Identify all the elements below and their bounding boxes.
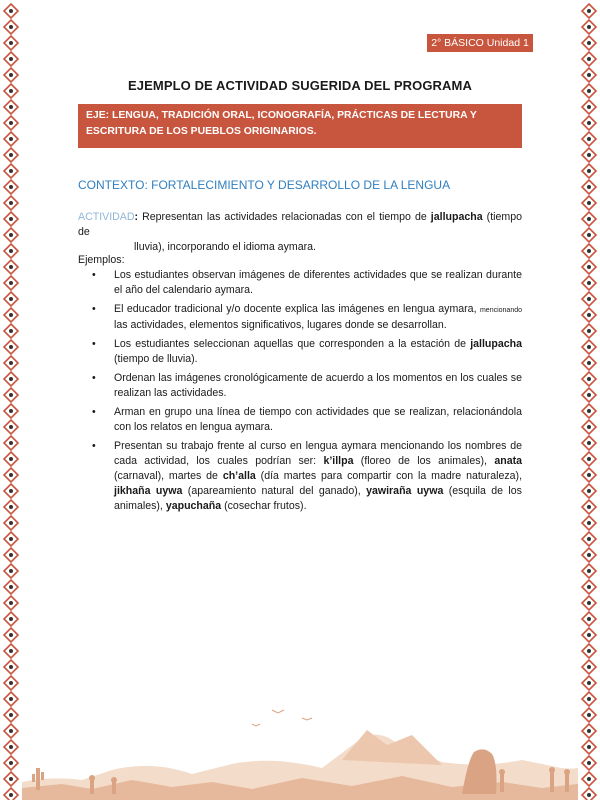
contexto-heading: CONTEXTO: FORTALECIMIENTO Y DESARROLLO DE LA LENGUA [78,178,451,192]
border-dot [587,745,591,749]
grade-unit-badge: 2° BÁSICO Unidad 1 [427,34,533,52]
border-dot [9,137,13,141]
item-text: (tiempo de lluvia). [114,353,198,365]
border-dot [587,41,591,45]
landscape-illustration [22,690,578,800]
border-dot [9,505,13,509]
item-bold: jikhaña uywa [114,485,183,497]
border-dot [587,761,591,765]
actividad-colon: : [134,211,139,223]
decorative-border-left [2,0,20,800]
item-bold: ch’alla [222,470,256,482]
border-dot [9,441,13,445]
border-dot [9,377,13,381]
bullet-icon: • [92,303,96,315]
border-dot [9,329,13,333]
decorative-border-right [580,0,598,800]
ejemplos-label: Ejemplos: [78,254,125,266]
border-dot [587,681,591,685]
border-dot [587,57,591,61]
border-dot [9,713,13,717]
border-dot [587,201,591,205]
border-dot [587,553,591,557]
border-dot [587,217,591,221]
border-dot [9,393,13,397]
list-item [78,337,522,367]
border-dot [9,761,13,765]
border-dot [587,393,591,397]
bullet-icon: • [92,372,96,384]
actividad-text-1: Representan las actividades relacionadas con el tiempo de [138,211,431,223]
item-text: Presentan su trabajo frente al curso en lengua aymara mencionando los nombres de cada actividad, los cuales podrían ser: [114,440,522,467]
border-dot [587,345,591,349]
border-dot [587,73,591,77]
border-dot [587,265,591,269]
border-dot [587,153,591,157]
list-item [78,371,522,401]
bullet-icon: • [92,269,96,281]
border-dot [9,665,13,669]
item-bold: anata [494,455,523,467]
border-dot [9,265,13,269]
border-dot [587,361,591,365]
border-dot [9,537,13,541]
ejemplos-list [78,268,522,518]
border-dot [9,57,13,61]
border-dot [587,601,591,605]
border-dot [587,409,591,413]
border-dot [587,185,591,189]
border-dot [587,121,591,125]
border-dot [587,793,591,797]
item-text: (día martes para compartir con la madre naturaleza), [255,470,523,482]
border-dot [9,601,13,605]
item-bold: yapuchaña [165,500,222,512]
border-dot [587,777,591,781]
border-dot [9,745,13,749]
border-dot [9,793,13,797]
item-text: Ordenan las imágenes cronológicamente de acuerdo a los momentos en los cuales se realizan las actividades. [114,372,522,399]
border-dot [587,233,591,237]
bullet-icon: • [92,406,96,418]
border-dot [9,729,13,733]
border-dot [587,489,591,493]
item-bold: k’illpa [323,455,354,467]
border-dot [9,681,13,685]
border-dot [9,585,13,589]
item-text: Arman en grupo una línea de tiempo con actividades que se realizan, relacionándola con los relatos en lengua aymara. [114,406,522,433]
border-dot [9,41,13,45]
item-text: Los estudiantes observan imágenes de diferentes actividades que se realizan durante el año del calendario aymara. [114,269,522,296]
border-dot [587,649,591,653]
border-dot [9,105,13,109]
border-dot [9,489,13,493]
border-dot [9,9,13,13]
border-dot [587,521,591,525]
border-dot [9,697,13,701]
border-dot [9,473,13,477]
border-dot [9,121,13,125]
bullet-icon: • [92,440,96,452]
border-dot [587,137,591,141]
border-dot [9,153,13,157]
border-dot [9,233,13,237]
item-text: (cosechar frutos). [221,500,307,512]
bullet-icon: • [92,338,96,350]
item-text: (apareamiento natural del ganado), [182,485,367,497]
border-dot [587,377,591,381]
border-dot [587,169,591,173]
border-dot [9,345,13,349]
item-text: (carnaval), martes de [114,470,223,482]
border-dot [9,25,13,29]
border-dot [9,649,13,653]
border-dot [9,425,13,429]
border-dot [587,297,591,301]
item-text: (floreo de los animales), [353,455,495,467]
border-dot [9,185,13,189]
actividad-text-2: (tiempo de [78,211,522,238]
actividad-label: ACTIVIDAD [78,211,135,223]
list-item [78,405,522,435]
border-dot [9,281,13,285]
border-dot [9,361,13,365]
border-dot [587,665,591,669]
border-dot [9,617,13,621]
border-dot [587,249,591,253]
item-text: El educador tradicional y/o docente explica las imágenes en lengua aymara, [114,303,480,315]
border-dot [9,201,13,205]
border-dot [9,297,13,301]
border-dot [587,9,591,13]
border-dot [587,25,591,29]
border-dot [587,425,591,429]
border-dot [587,585,591,589]
border-dot [9,409,13,413]
border-dot [587,473,591,477]
border-dot [9,169,13,173]
border-dot [587,633,591,637]
eje-banner: EJE: LENGUA, TRADICIÓN ORAL, ICONOGRAFÍA, PRÁCTICAS DE LECTURA Y ESCRITURA DE LOS PUEBLOS ORIGINARIOS. [78,104,522,148]
item-bold: yawiraña uywa [366,485,444,497]
border-dot [587,537,591,541]
border-dot [587,441,591,445]
item-bold: jallupacha [470,338,522,350]
border-dot [9,569,13,573]
actividad-bold-1: jallupacha [430,211,483,223]
border-dot [587,617,591,621]
item-small-text: mencionando [479,307,522,314]
border-dot [587,329,591,333]
list-item [78,439,522,514]
item-text: (esquila de los animales), [114,485,522,512]
border-dot [9,777,13,781]
border-dot [9,217,13,221]
item-text: Los estudiantes seleccionan aquellas que corresponden a la estación de [114,338,471,350]
border-dot [587,313,591,317]
border-dot [9,521,13,525]
actividad-text-3: lluvia), incorporando el idioma aymara. [134,241,316,253]
list-item [78,302,522,333]
border-dot [587,729,591,733]
item-text: las actividades, elementos significativos, lugares donde se desarrollan. [114,319,447,331]
border-dot [587,457,591,461]
page-title: EJEMPLO DE ACTIVIDAD SUGERIDA DEL PROGRAMA [128,78,472,93]
border-dot [9,553,13,557]
border-dot [587,569,591,573]
list-item [78,268,522,298]
border-dot [9,73,13,77]
border-dot [9,249,13,253]
border-dot [587,697,591,701]
border-dot [587,105,591,109]
border-dot [587,281,591,285]
actividad-paragraph [78,210,522,255]
border-dot [587,713,591,717]
border-dot [9,457,13,461]
border-dot [9,313,13,317]
border-dot [9,633,13,637]
border-dot [587,505,591,509]
